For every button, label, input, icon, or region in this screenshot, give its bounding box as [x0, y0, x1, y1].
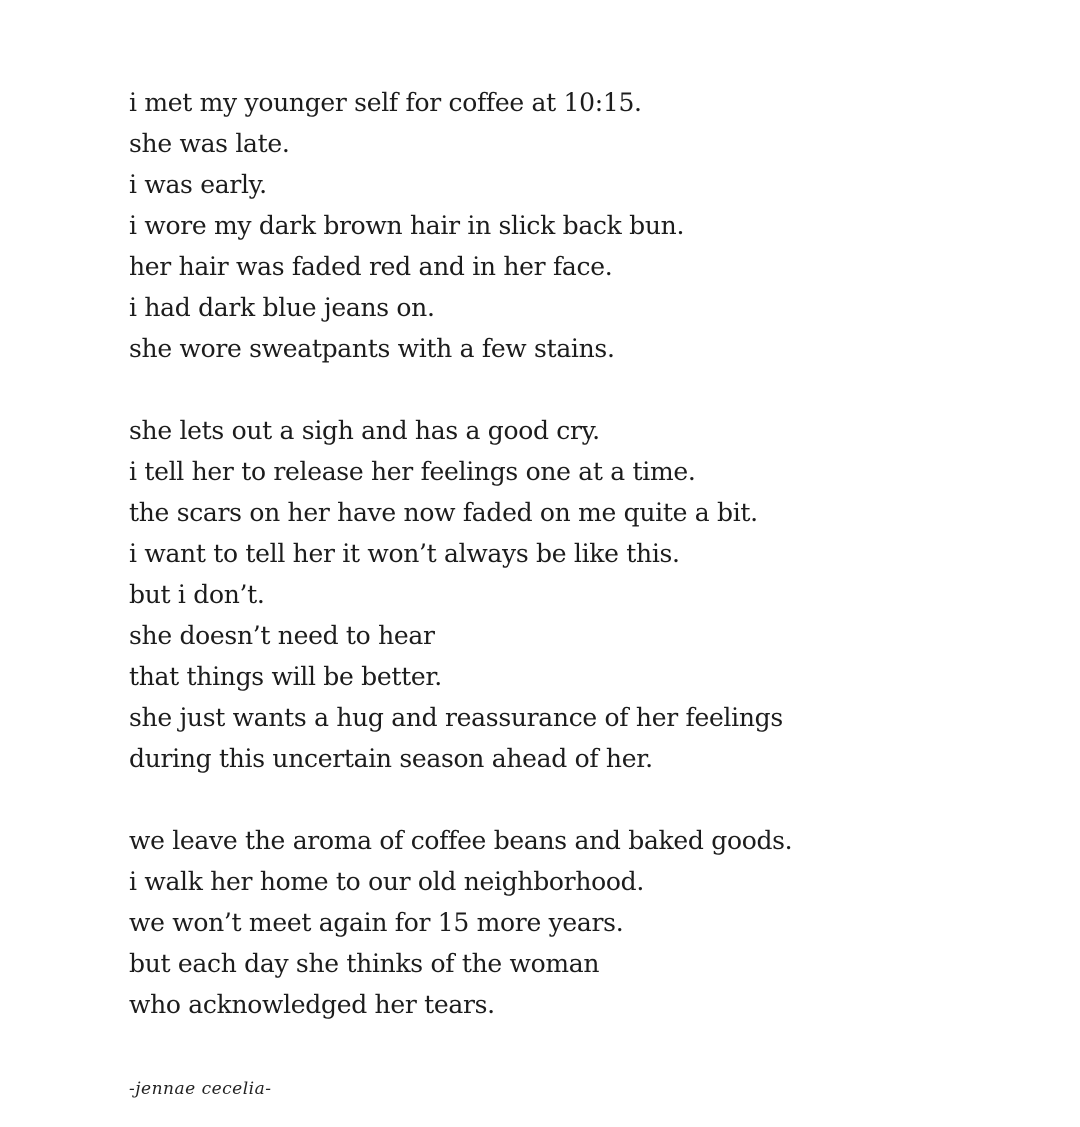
- poem-line: she was late.: [129, 129, 290, 158]
- poem-line: during this uncertain season ahead of her.: [129, 744, 653, 773]
- poem-line: i want to tell her it won’t always be like this.: [129, 539, 680, 568]
- author-signature: -jennae cecelia-: [129, 1079, 272, 1099]
- poem-line: i walk her home to our old neighborhood.: [129, 867, 644, 896]
- poem-line: we leave the aroma of coffee beans and baked goods.: [129, 826, 793, 855]
- stanza-1: [129, 82, 1029, 369]
- poem: [129, 82, 1029, 1066]
- poem-line: the scars on her have now faded on me quite a bit.: [129, 498, 758, 527]
- poem-line: she lets out a sigh and has a good cry.: [129, 416, 600, 445]
- poem-line: i tell her to release her feelings one at a time.: [129, 457, 696, 486]
- poem-line: but i don’t.: [129, 580, 265, 609]
- stanza-3: [129, 820, 1029, 1025]
- poem-line: we won’t meet again for 15 more years.: [129, 908, 624, 937]
- poem-line: who acknowledged her tears.: [129, 990, 495, 1019]
- stanza-2: [129, 410, 1029, 779]
- poem-line: her hair was faded red and in her face.: [129, 252, 613, 281]
- poem-line: she just wants a hug and reassurance of her feelings: [129, 703, 783, 732]
- poem-line: i was early.: [129, 170, 267, 199]
- poem-line: i had dark blue jeans on.: [129, 293, 435, 322]
- poem-line: i met my younger self for coffee at 10:15.: [129, 88, 642, 117]
- poem-line: that things will be better.: [129, 662, 442, 691]
- poem-line: she wore sweatpants with a few stains.: [129, 334, 615, 363]
- poem-line: she doesn’t need to hear: [129, 621, 435, 650]
- poem-line: but each day she thinks of the woman: [129, 949, 600, 978]
- poem-line: i wore my dark brown hair in slick back bun.: [129, 211, 685, 240]
